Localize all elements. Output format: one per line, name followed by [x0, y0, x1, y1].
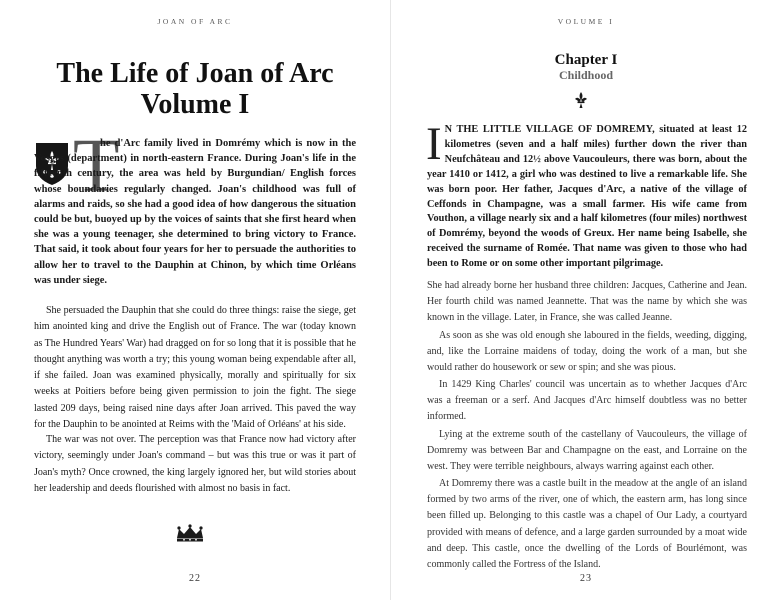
chapter-title: Chapter I — [554, 52, 618, 68]
book-title — [30, 58, 360, 120]
body-paragraph-right-3: In 1429 King Charles' council was uncertain as to whether Jacques d'Arc was a freeman or a serf. And Jacques d'Arc himself doubtless was no better informed. — [427, 379, 747, 423]
running-head-right: VOLUME I — [557, 17, 615, 26]
body-paragraph-left-1: She persuaded the Dauphin that she could do three things: raise the siege, get him anointed king and drive the English out of France. The war (today known as The Hundred Years' War) had dragged on for so long that it is possible that he thought anything was worth a try; this young woman being expendable after all, if she failed. Joan was examined physically, morally and spiritually for six weeks at Poitiers before being given permission to join the fight. The siege lasted 209 days, being raised nine days after Joan arrived. This paved the way for the Dauphin to be anointed at Reims with the 'Maid of Orléans' at his side. — [34, 305, 356, 431]
drop-cap-t: T — [73, 124, 120, 208]
body-paragraph-left-2: The war was not over. The perception was that France now had victory after victory, seemingly under Joan's command – but was this true or was it part of Joan's myth? Once crowned, the king largely ignored her, but wild stories about her leadership and deeds flourished with almost no basis in fact. — [34, 434, 356, 494]
body-paragraph-right-4: Lying at the extreme south of the castellany of Vaucouleurs, the village of Domremy was between Bar and Champagne on the east, and Lorraine on the west. They were terrible neighbours, always warring against each other. — [427, 429, 747, 473]
right-page — [391, 0, 781, 600]
body-paragraph-right-1: She had already borne her husband three children: Jacques, Catherine and Jean. Her fourth child was named Jeannette. That was the name by which she was known in the village. Later, in France, she was called Jeanne. — [427, 280, 747, 324]
body-paragraph-right-2: As soon as she was old enough she laboured in the fields, weeding, digging, and, like the Lorraine maidens of today, doing the work of a man, but she would rather do housework or sew or spin; and she was pious. — [427, 330, 747, 374]
page-number-right: 23 — [580, 573, 592, 584]
chapter-subtitle: Childhood — [558, 68, 614, 82]
intro-paragraph-left — [34, 136, 356, 288]
running-head-left: JOAN OF ARC — [157, 17, 233, 26]
intro-paragraph-right — [426, 118, 747, 272]
left-page — [0, 0, 390, 600]
crown-icon — [175, 524, 205, 542]
intro-text-right: N THE LITTLE VILLAGE OF DOMREMY, situated at least 12 kilometres (seven and a half miles) further down the river than Neufchâteau and 12½ above Vaucouleurs, there was born, about the year 1410 or 1412, a girl who was destined to live a remarkable life. She was born poor. Her father, Jacques d'Arc, a native of the village of Ceffonds in Champagne, was a small farmer. His wife came from Vouthon, a village nearly six and a half kilometres (four miles) northwest of Domrémy, beyond the woods of Greux. Her name being Isabelle, she received the surname of Romée. That name was given to those who had been to Rome or on some other important pilgrimage. — [427, 124, 747, 270]
book-title-line-2: Volume I — [140, 89, 250, 120]
drop-cap-i: I — [426, 118, 442, 170]
fleur-de-lis-icon — [574, 92, 588, 108]
body-paragraph-right-5: At Domremy there was a castle built in the meadow at the angle of an island formed by two arms of the river, one of which, the eastern arm, has long since been filled up. Belonging to this castle was a chapel of Our Lady, a courtyard provided with means of defence, and a large garden surrounded by a moat wide and deep. This castle, once the dwelling of the Lords of Bourlémont, was commonly called the Fortress of the Island. — [427, 478, 747, 571]
intro-text-left: he d'Arc family lived in Domrémy which is now in the Vosges (department) in north-eastern France. During Joan's life in the fifteenth century, the area was held by Burgundian/ English forces whose boundaries regularly changed. Joan's childhood was full of alarms and raids, so she had a good idea of how dangerous the situation could be but, buoyed up by the voices of saints that she first heard when she was a young teenager, she determined to bring victory to France. That said, it took about four years for her to persuade the authorities to allow her to travel to the Dauphin at Chinon, by which time Orléans was under siege. — [34, 138, 356, 286]
page-number-left: 22 — [189, 573, 201, 584]
book-title-line-1: The Life of Joan of Arc — [56, 58, 334, 89]
